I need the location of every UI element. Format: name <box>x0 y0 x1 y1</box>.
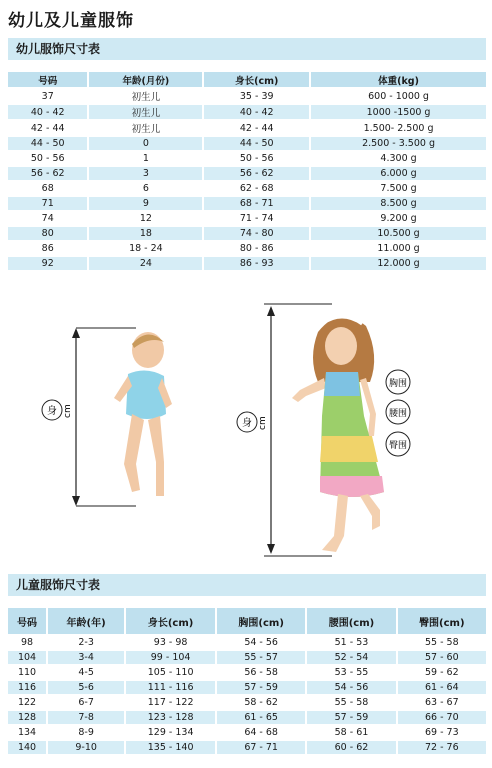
table-row <box>8 651 486 664</box>
table-row <box>8 741 486 754</box>
table-cell: 7.500 g <box>309 182 486 195</box>
table-cell: 68 <box>41 183 54 194</box>
table-cell: 44 - 50 <box>8 137 87 150</box>
table-cell: 9 <box>87 197 202 210</box>
table-cell: 80 - 86 <box>202 242 309 255</box>
table-row <box>8 167 486 180</box>
table-cell: 67 - 71 <box>215 741 305 754</box>
table-cell: 42 - 44 <box>202 121 309 135</box>
table-cell: 123 - 128 <box>124 711 215 724</box>
table-cell: 初生儿 <box>87 89 202 103</box>
table-cell: 56 - 58 <box>215 666 305 679</box>
table-row <box>8 227 486 240</box>
column-header: 体重(kg) <box>309 72 486 87</box>
table-cell: 11.000 g <box>309 242 486 255</box>
table-cell: 40 - 42 <box>8 105 87 119</box>
table-row <box>8 242 486 255</box>
table-cell: 8-9 <box>46 726 124 739</box>
column-header: 胸围(cm) <box>215 608 305 634</box>
table-cell: 50 - 56 <box>202 152 309 165</box>
table-row <box>8 666 486 679</box>
table-cell: 69 - 73 <box>396 726 486 739</box>
table-cell: 600 - 1000 g <box>309 89 486 103</box>
table-cell: 116 <box>8 681 46 694</box>
table-cell: 104 <box>8 651 46 664</box>
table-cell: 61 - 65 <box>215 711 305 724</box>
table-cell: 63 - 67 <box>396 696 486 709</box>
table-cell: 66 - 70 <box>396 711 486 724</box>
column-header: 身长(cm) <box>124 608 215 634</box>
table-cell: 99 - 104 <box>124 651 215 664</box>
table-cell: 55 - 58 <box>396 636 486 649</box>
table-cell: 117 - 122 <box>124 696 215 709</box>
table-cell: 61 - 64 <box>396 681 486 694</box>
table-row <box>8 121 486 135</box>
table-cell: 105 - 110 <box>124 666 215 679</box>
table-cell: 6 <box>87 182 202 195</box>
baby-height-unit: cm <box>63 404 73 418</box>
table-cell: 80 <box>8 227 87 240</box>
table-row <box>8 212 486 225</box>
table-cell: 57 - 59 <box>305 711 395 724</box>
table-cell: 110 <box>17 667 37 678</box>
chest-label: 胸围 <box>388 379 408 389</box>
table-cell: 68 - 71 <box>202 197 309 210</box>
table-cell: 54 - 56 <box>215 636 305 649</box>
table-cell: 53 - 55 <box>305 666 395 679</box>
table-row <box>8 182 486 195</box>
table-cell: 60 - 62 <box>305 741 395 754</box>
table-cell: 7-8 <box>46 711 124 724</box>
table-row <box>8 681 486 694</box>
table-cell: 86 <box>41 243 54 254</box>
table-cell: 134 <box>17 727 37 738</box>
page-title: 幼儿及儿童服饰 <box>8 11 134 31</box>
infant-size-table <box>8 70 486 272</box>
table-cell: 93 - 98 <box>124 636 215 649</box>
table-cell: 12.000 g <box>309 257 486 270</box>
table-cell: 58 - 61 <box>305 726 395 739</box>
table-cell: 4.300 g <box>309 152 486 165</box>
table-cell: 35 - 39 <box>202 89 309 103</box>
table-cell: 72 - 76 <box>396 741 486 754</box>
table-cell: 55 - 58 <box>305 696 395 709</box>
table-cell: 3-4 <box>46 651 124 664</box>
table-row <box>8 152 486 165</box>
table-cell: 18 - 24 <box>87 242 202 255</box>
table-cell: 42 - 44 <box>30 122 65 134</box>
table-cell: 2.500 - 3.500 g <box>309 137 486 150</box>
table-cell: 12 <box>87 212 202 225</box>
table-cell: 1 <box>87 152 202 165</box>
child-section-heading: 儿童服饰尺寸表 <box>8 574 486 596</box>
column-header: 腰围(cm) <box>305 608 395 634</box>
table-cell: 122 <box>17 697 37 708</box>
table-cell: 4-5 <box>46 666 124 679</box>
table-cell: 44 - 50 <box>202 137 309 150</box>
table-cell: 71 <box>8 197 87 210</box>
table-cell: 56 - 62 <box>202 167 309 180</box>
table-cell: 初生儿 <box>87 121 202 135</box>
column-header: 年龄(月份) <box>87 72 202 87</box>
table-cell: 128 <box>8 711 46 724</box>
baby-height-label: 身 <box>47 406 57 417</box>
table-row <box>8 137 486 150</box>
column-header: 号码 <box>8 72 87 87</box>
table-cell: 1000 -1500 g <box>309 105 486 119</box>
table-cell: 52 - 54 <box>305 651 395 664</box>
table-row <box>8 197 486 210</box>
table-cell: 111 - 116 <box>124 681 215 694</box>
table-cell: 71 - 74 <box>202 212 309 225</box>
table-row <box>8 89 486 103</box>
table-cell: 74 - 80 <box>202 227 309 240</box>
table-cell: 58 - 62 <box>215 696 305 709</box>
girl-height-label: 身 <box>242 418 252 429</box>
table-cell: 6.000 g <box>309 167 486 180</box>
table-cell: 50 - 56 <box>30 153 65 164</box>
table-cell: 24 <box>87 257 202 270</box>
girl-height-unit: cm <box>258 416 268 430</box>
table-cell: 54 - 56 <box>305 681 395 694</box>
girl-figure <box>237 304 410 556</box>
table-cell: 98 <box>20 637 34 648</box>
table-cell: 74 <box>41 213 54 224</box>
table-cell: 2-3 <box>46 636 124 649</box>
measurement-illustration <box>0 296 492 564</box>
table-cell: 8.500 g <box>309 197 486 210</box>
table-cell: 3 <box>87 167 202 180</box>
table-cell: 140 <box>8 741 46 754</box>
column-header: 号码 <box>8 608 46 634</box>
table-cell: 1.500- 2.500 g <box>309 121 486 135</box>
baby-figure <box>42 328 172 506</box>
table-cell: 6-7 <box>46 696 124 709</box>
table-cell: 92 <box>8 257 87 270</box>
table-cell: 129 - 134 <box>124 726 215 739</box>
table-cell: 0 <box>87 137 202 150</box>
infant-section-heading: 幼儿服饰尺寸表 <box>8 38 486 60</box>
table-cell: 55 - 57 <box>215 651 305 664</box>
table-cell: 64 - 68 <box>215 726 305 739</box>
table-cell: 18 <box>87 227 202 240</box>
table-cell: 37 <box>41 90 54 102</box>
table-cell: 62 - 68 <box>202 182 309 195</box>
table-cell: 57 - 60 <box>396 651 486 664</box>
table-cell: 86 - 93 <box>202 257 309 270</box>
child-size-table <box>8 606 486 756</box>
table-row <box>8 711 486 724</box>
table-row <box>8 636 486 649</box>
hip-label: 臀围 <box>388 441 408 451</box>
table-row <box>8 696 486 709</box>
table-row <box>8 257 486 270</box>
column-header: 年龄(年) <box>46 608 124 634</box>
column-header: 臀围(cm) <box>396 608 486 634</box>
table-cell: 10.500 g <box>309 227 486 240</box>
column-header: 身长(cm) <box>202 72 309 87</box>
table-cell: 9-10 <box>46 741 124 754</box>
table-cell: 135 - 140 <box>124 741 215 754</box>
table-cell: 59 - 62 <box>396 666 486 679</box>
table-cell: 初生儿 <box>87 105 202 119</box>
waist-label: 腰围 <box>388 409 408 419</box>
table-cell: 9.200 g <box>309 212 486 225</box>
table-cell: 51 - 53 <box>305 636 395 649</box>
table-cell: 40 - 42 <box>202 105 309 119</box>
table-row <box>8 726 486 739</box>
table-cell: 5-6 <box>46 681 124 694</box>
table-cell: 56 - 62 <box>8 167 87 180</box>
table-row <box>8 105 486 119</box>
table-cell: 57 - 59 <box>215 681 305 694</box>
